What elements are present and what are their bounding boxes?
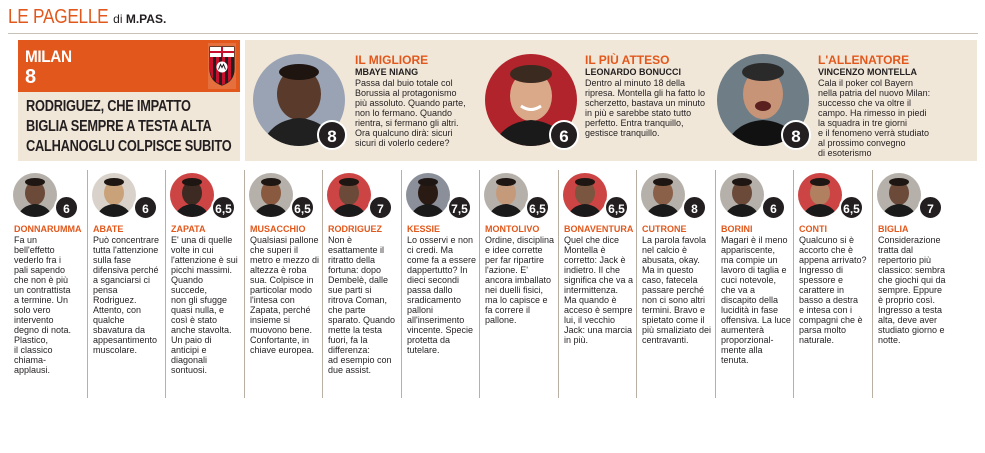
text-line: particolar modo [250,285,313,295]
text-line: nel calcio è [642,245,688,255]
player-name: CUTRONE [642,224,687,234]
text-line: dappertutto? In [407,265,468,275]
text-line: pali sapendo [14,265,66,275]
player-avatar [13,173,57,217]
player-card [874,170,952,400]
text-line: in più e sarebbe stato tutto [585,108,692,118]
text-line: in più. [564,335,589,345]
text-line: chiama- [14,355,47,365]
text-line: non gli sfugge [171,295,228,305]
player-card [717,170,795,400]
team-name: MILAN [25,47,72,66]
text-line: gestisce tranquillo. [585,128,660,138]
text-line: centravanti. [642,335,689,345]
column-divider [479,170,480,398]
text-line: Ingresso di [799,265,844,275]
grade-badge: 6 [549,120,579,150]
grade-badge: 8 [781,120,811,150]
text-line: sulla fase [93,255,132,265]
text-line: vincente. Specie [407,325,474,335]
grade-badge: 6,5 [290,195,315,220]
column-divider [636,170,637,398]
text-line: l'intesa con [250,295,295,305]
text-line: sicuri di volerlo cedere? [355,138,450,148]
text-line: pallone. [485,315,517,325]
text-line: sua. Colpisce in [250,275,314,285]
text-line: due assist. [328,365,372,375]
text-line: solo vero [14,305,51,315]
text-line: offensiva. La luce [721,315,791,325]
person-silhouette-icon [641,173,685,217]
text-line: ancora imballato [485,275,552,285]
text-line: naturale. [799,335,835,345]
text-line: che non è più [14,275,69,285]
player-card [89,170,167,400]
player-avatar [641,173,685,217]
text-line: Un paio di [171,335,212,345]
grade-badge: 6 [761,195,786,220]
headline-line: CALHANOGLU COLPISCE SUBITO [26,138,232,155]
text-line: alta, deve aver [878,315,938,325]
player-avatar [484,173,528,217]
text-line: che va a [721,285,756,295]
text-line: sue parti si [328,285,372,295]
grade-badge: 6,5 [525,195,550,220]
team-grade: 8 [25,66,37,88]
text-line: di esoterismo [818,148,872,158]
player-card [481,170,559,400]
person-silhouette-icon [720,173,764,217]
text-line: discapito della [721,295,779,305]
featured-name: VINCENZO MONTELLA [818,67,917,77]
featured-text [585,78,715,138]
text-line: applausi. [14,365,51,375]
text-line: Dembelè, dalle [328,275,389,285]
featured-panel [245,40,977,161]
player-name: CONTI [799,224,827,234]
text-line: difensiva perché [93,265,159,275]
text-line: Attento, con [93,305,142,315]
text-line: ad esempio con [328,355,392,365]
text-line: qualche [93,315,125,325]
text-line: Plastico, [14,335,49,345]
text-line: carattere in [799,285,845,295]
text-line: come fa a essere [407,255,477,265]
text-line: Ma quando è [564,295,617,305]
text-line: lavoro di taglia e [721,265,787,275]
grade-badge: 8 [317,120,347,150]
player-avatar [92,173,136,217]
featured-title: IL PIÙ ATTESO [585,53,670,67]
text-line: vederlo fra i [14,255,62,265]
text-line: differenza: [328,345,370,355]
text-line: l'attenzione è sui [171,255,238,265]
grade-badge: 7 [368,195,393,220]
person-silhouette-icon [563,173,607,217]
text-line: successo che va oltre il [818,98,912,108]
milan-crest-icon [208,43,236,89]
player-review [407,235,477,355]
player-review [878,235,948,345]
text-line: l'azione. E' [485,265,528,275]
text-line: picchi massimi. [171,265,233,275]
header-divider [8,33,978,34]
text-line: palloni [407,305,434,315]
text-line: Fa un [14,235,38,245]
text-line: insieme si [250,315,291,325]
column-divider [165,170,166,398]
featured-name: MBAYE NIANG [355,67,419,77]
grade-badge: 8 [682,195,707,220]
text-line: lucidità in fase [721,305,779,315]
text-line: basso a destra [799,295,859,305]
text-line: proporzional- [721,335,774,345]
text-line: bell'effetto [14,245,55,255]
featured-title: L'ALLENATORE [818,53,910,67]
text-line: La parola favola [642,235,707,245]
player-avatar [563,173,607,217]
text-line: appariscente, [721,245,776,255]
person-silhouette-icon [406,173,450,217]
text-line: a termine. Un [14,295,69,305]
column-divider [715,170,716,398]
text-line: Zapata, perché [250,305,311,315]
column-divider [793,170,794,398]
author-byline [113,12,166,26]
text-line: significa che va a [564,275,634,285]
text-line: Qualsiasi pallone [250,235,319,245]
person-silhouette-icon [484,173,528,217]
grade-badge: 7,5 [447,195,472,220]
headline-line: BIGLIA SEMPRE A TESTA ALTA [26,118,212,135]
text-line: parsa molto [799,325,847,335]
text-line: degno di nota. [14,325,72,335]
text-line: pensa Rodriguez. [93,285,137,305]
player-name: BONAVENTURA [564,224,634,234]
text-line: Confortante, in [250,335,310,345]
text-line: appesantimento [93,335,158,345]
text-line: compagni che è [799,315,863,325]
page-header [8,6,166,36]
text-line: tratta dal [878,245,914,255]
text-line: Cala il poker col Bayern [818,78,914,88]
player-avatar [720,173,764,217]
text-line: corretto: Jack è [564,255,626,265]
player-name: KESSIE [407,224,441,234]
person-silhouette-icon [170,173,214,217]
text-line: studiato giorno e [878,325,945,335]
text-line: appena arrivato? [799,255,867,265]
column-divider [558,170,559,398]
person-silhouette-icon [798,173,842,217]
column-divider [872,170,873,398]
author-prefix: di [113,12,123,26]
text-line: chiave europea. [250,345,315,355]
player-name: ABATE [93,224,124,234]
player-review [642,235,712,345]
player-review [250,235,320,355]
section-title: LE PAGELLE [8,6,109,28]
featured-text [818,78,968,158]
text-line: Ora qualcuno dirà: sicuri [355,128,453,138]
text-line: accorto che è [799,245,854,255]
text-line: tutelare. [407,345,440,355]
team-box [18,40,240,92]
grade-badge: 6 [54,195,79,220]
player-avatar [249,173,293,217]
player-card [560,170,638,400]
text-line: sontuosi. [171,365,208,375]
text-line: abusata, okay. [642,255,700,265]
text-line: passa dallo [407,285,453,295]
text-line: ma compie un [721,255,778,265]
text-line: per far ripartire [485,255,545,265]
text-line: classico: sembra [878,265,946,275]
text-line: Dentro al minuto 18 della [585,78,686,88]
player-card [403,170,481,400]
text-line: perfetto. Entra tranquillo, [585,118,684,128]
text-line: più smaliziato dei [642,325,712,335]
text-line: non ci sono altri [642,295,706,305]
text-line: repertorio più [878,255,932,265]
text-line: così è stato [171,315,218,325]
column-divider [322,170,323,398]
text-line: indietro. Il che [564,265,621,275]
featured-most-awaited [477,40,717,161]
text-line: e il fenomeno verrà studiato [818,128,930,138]
text-line: e intesa con i [799,305,853,315]
player-card [795,170,873,400]
headline-line: RODRIGUEZ, CHE IMPATTO [26,98,191,115]
text-line: e idee corrette [485,245,543,255]
player-name: ZAPATA [171,224,206,234]
person-silhouette-icon [327,173,371,217]
text-line: nella patria del nuovo Milan: [818,88,931,98]
text-line: che parte [328,305,366,315]
text-line: E' una di quelle [171,235,233,245]
text-line: caso, fatecela [642,275,698,285]
text-line: non lo fermano. Quando [355,108,453,118]
player-name: BIGLIA [878,224,909,234]
text-line: che giochi qui da [878,275,946,285]
person-silhouette-icon [92,173,136,217]
text-line: passare perché [642,285,705,295]
text-line: anticipi e [171,345,207,355]
text-line: muscolare. [93,345,138,355]
text-line: lui, il vecchio [564,315,616,325]
player-card [167,170,245,400]
featured-name: LEONARDO BONUCCI [585,67,681,77]
text-line: la squadra in tre giorni [818,118,908,128]
text-line: all'inserimento [407,315,465,325]
featured-best [245,40,485,161]
text-line: Considerazione [878,235,941,245]
text-line: il classico [14,345,53,355]
text-line: mette la testa [328,325,383,335]
player-card [246,170,324,400]
text-line: fortuna: dopo [328,265,382,275]
text-line: dieci secondi [407,275,460,285]
text-line: ci credi. Ma [407,245,454,255]
text-line: termini. Bravo e [642,305,706,315]
grade-badge: 6 [133,195,158,220]
person-silhouette-icon [13,173,57,217]
text-line: mente alla [721,345,763,355]
headline-box [18,92,240,161]
player-avatar [327,173,371,217]
text-line: rientra, si fermano gli altri. [355,118,459,128]
text-line: a sganciarsi ci [93,275,151,285]
text-line: più assoluto. Quando parte, [355,98,466,108]
player-name: MONTOLIVO [485,224,540,234]
player-review [721,235,791,365]
text-line: Può concentrare [93,235,160,245]
player-review [14,235,84,375]
text-line: volte in cui [171,245,214,255]
player-review [799,235,869,345]
text-line: esattamente il [328,245,385,255]
text-line: al prossimo convegno [818,138,906,148]
text-line: ritratto della [328,255,376,265]
player-review [485,235,555,325]
text-line: ritrova Coman, [328,295,388,305]
text-line: fa correre il [485,305,531,315]
text-line: fuori, fa la [328,335,368,345]
text-line: acceso è sempre [564,305,633,315]
text-line: diagonali [171,355,208,365]
player-avatar [877,173,921,217]
featured-coach [711,40,977,161]
text-line: ripresa. Montella gli ha fatto lo [585,88,706,98]
player-avatar [406,173,450,217]
text-line: ma lo capisce e [485,295,548,305]
text-line: cuci notevole, [721,275,777,285]
player-avatar [170,173,214,217]
text-line: un contrattista [14,285,71,295]
text-line: Jack: una marcia [564,325,633,335]
text-line: Qualcuno si è [799,235,855,245]
person-silhouette-icon [877,173,921,217]
player-name: BORINI [721,224,753,234]
text-line: tenuta. [721,355,749,365]
text-line: Quel che dice [564,235,620,245]
text-line: sempre. Eppure [878,285,943,295]
grade-badge: 6,5 [839,195,864,220]
featured-title: IL MIGLIORE [355,53,429,67]
text-line: altezza è roba [250,265,307,275]
text-line: Magari è il meno [721,235,788,245]
player-name: DONNARUMMA [14,224,82,234]
text-line: scherzetto, bastava un minuto [585,98,706,108]
person-silhouette-icon [249,173,293,217]
text-line: muovono bene. [250,325,313,335]
player-card [324,170,402,400]
text-line: notte. [878,335,901,345]
text-line: spessore e [799,275,844,285]
player-card [10,170,88,400]
text-line: sparato. Quando [328,315,396,325]
column-divider [401,170,402,398]
column-divider [87,170,88,398]
text-line: Ma in questo [642,265,694,275]
text-line: intervento [14,315,54,325]
player-review [171,235,241,375]
grade-badge: 6,5 [604,195,629,220]
grade-badge: 6,5 [211,195,236,220]
text-line: sradicamento [407,295,462,305]
text-line: protetta da [407,335,451,345]
text-line: Ordine, disciplina [485,235,555,245]
text-line: Ingresso a testa [878,305,943,315]
text-line: è proprio così. [878,295,936,305]
player-review [328,235,398,375]
text-line: intermittenza. [564,285,619,295]
text-line: Quando succede, [171,275,208,295]
text-line: spietato come il [642,315,705,325]
player-name: MUSACCHIO [250,224,306,234]
player-name: RODRIGUEZ [328,224,382,234]
player-avatar [798,173,842,217]
text-line: aumenterà [721,325,765,335]
text-line: tutta l'attenzione [93,245,159,255]
text-line: anche stavolta. [171,325,232,335]
text-line: Borussia al protagonismo [355,88,457,98]
text-line: nei duelli fisici, [485,285,544,295]
player-review [93,235,163,355]
text-line: quasi nulla, e [171,305,225,315]
text-line: Passa dal buio totale col [355,78,453,88]
text-line: che superi il [250,245,299,255]
text-line: Lo osservi e non [407,235,474,245]
text-line: metro e mezzo di [250,255,320,265]
text-line: Montella è [564,245,606,255]
featured-text [355,78,481,148]
player-review [564,235,634,345]
column-divider [244,170,245,398]
text-line: campo. Ha rimesso in piedi [818,108,927,118]
player-card [638,170,716,400]
text-line: Non è [328,235,353,245]
text-line: sbavatura da [93,325,146,335]
grade-badge: 7 [918,195,943,220]
author-name: M.PAS. [125,12,167,26]
